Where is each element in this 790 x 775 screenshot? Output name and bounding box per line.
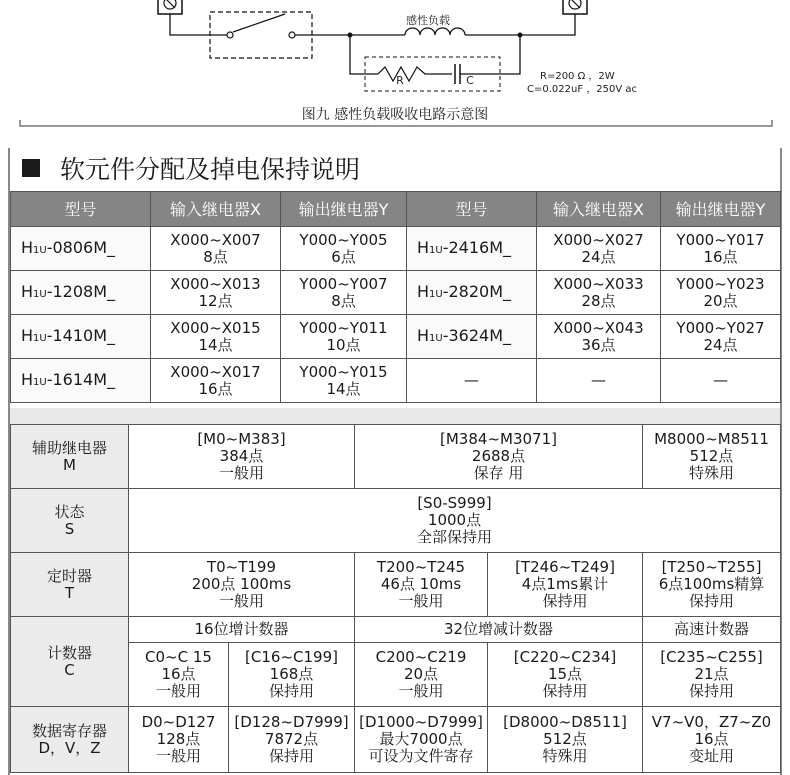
figure-caption: 图九 感性负载吸收电路示意图 [301,107,489,123]
data-index-cell: V7~V0，Z7~Z0 16点 变址用 [643,707,781,773]
table-separator [10,408,780,424]
row-label-data-register: 数据寄存器 D，V，Z [11,707,129,773]
empty-dash-cell: — [537,359,661,403]
counter-c235-cell: [C235~C255] 21点 保持用 [643,643,781,707]
model-cell: H1U-1208M_ [11,271,151,315]
section-title-text: 软元件分配及掉电保持说明 [60,155,361,184]
table-row-state [11,489,781,553]
table-row-data-register [11,707,781,773]
table-row [11,271,781,315]
header-output-relay-2: 输出继电器Y [661,192,781,227]
model-cell: H1U-2416M_ [407,227,537,271]
header-input-relay-2: 输入继电器X [537,192,661,227]
counter-group-highspeed: 高速计数器 [643,617,781,643]
counter-group-32bit: 32位增减计数器 [355,617,643,643]
capacitor-label: C [466,74,474,87]
timer-precise-cell: [T250~T255] 6点100ms精算 保持用 [643,553,781,617]
counter-c200-cell: C200~C219 20点 一般用 [355,643,488,707]
data-d128-cell: [D128~D7999] 7872点 保持用 [229,707,355,773]
empty-dash-cell: — [661,359,781,403]
output-cell: Y000~Y005 6点 [281,227,407,271]
caption-underline [18,118,774,130]
row-label-aux-relay: 辅助继电器 M [11,425,129,489]
inductive-load-circuit-diagram [0,0,790,132]
model-cell: H1U-3624M_ [407,315,537,359]
row-label-timer: 定时器 T [11,553,129,617]
inductor-coil [405,28,465,35]
model-cell: H1U-0806M_ [11,227,151,271]
input-cell: X000~X017 16点 [151,359,281,403]
counter-group-16bit: 16位增计数器 [129,617,355,643]
counter-c0-cell: C0~C 15 16点 一般用 [129,643,229,707]
input-cell: X000~X013 12点 [151,271,281,315]
table-row-aux-relay [11,425,781,489]
output-cell: Y000~Y007 8点 [281,271,407,315]
counter-c16-cell: [C16~C199] 168点 保持用 [229,643,355,707]
io-allocation-table [10,191,781,403]
model-cell: H1U-1410M_ [11,315,151,359]
output-cell: Y000~Y023 20点 [661,271,781,315]
timer-1ms-cell: [T246~T249] 4点1ms累计 保持用 [488,553,643,617]
header-output-relay: 输出继电器Y [281,192,407,227]
resistor-label: R [396,74,404,87]
output-cell: Y000~Y015 14点 [281,359,407,403]
header-model: 型号 [11,192,151,227]
header-model-2: 型号 [407,192,537,227]
state-cell: [S0-S999] 1000点 全部保持用 [129,489,781,553]
timer-10ms-cell: T200~T245 46点 10ms 一般用 [355,553,488,617]
device-allocation-table [10,424,781,773]
output-cell: Y000~Y011 10点 [281,315,407,359]
table-row [11,227,781,271]
data-d8000-cell: [D8000~D8511] 512点 特殊用 [488,707,643,773]
right-terminal [563,0,587,14]
table-row [11,359,781,403]
input-cell: X000~X015 14点 [151,315,281,359]
table-row [11,315,781,359]
input-cell: X000~X043 36点 [537,315,661,359]
input-cell: X000~X027 24点 [537,227,661,271]
aux-special-cell: M8000~M8511 512点 特殊用 [643,425,781,489]
aux-general-cell: [M0~M383] 384点 一般用 [129,425,355,489]
model-cell: H1U-2820M_ [407,271,537,315]
circuit-svg [0,0,790,104]
left-terminal [158,0,182,14]
timer-100ms-cell: T0~T199 200点 100ms 一般用 [129,553,355,617]
resistor [378,67,452,81]
counter-c220-cell: [C220~C234] 15点 保持用 [488,643,643,707]
data-d1000-cell: [D1000~D7999] 最大7000点 可设为文件寄存 [355,707,488,773]
capacitor-spec: C=0.022uF ，250V ac [527,84,637,95]
table-row-timer [11,553,781,617]
output-cell: Y000~Y017 16点 [661,227,781,271]
row-label-state: 状态 S [11,489,129,553]
section-title [22,150,360,186]
output-cell: Y000~Y027 24点 [661,315,781,359]
table-header-row [11,192,781,227]
resistor-spec: R=200 Ω ，2W [540,71,615,82]
model-cell: H1U-1614M_ [11,359,151,403]
aux-retentive-cell: [M384~M3071] 2688点 保存 用 [355,425,643,489]
input-cell: X000~X033 28点 [537,271,661,315]
header-input-relay: 输入继电器X [151,192,281,227]
load-label: 感性负载 [406,14,450,27]
table-row-counter-groups [11,617,781,643]
data-d0-cell: D0~D127 128点 一般用 [129,707,229,773]
title-square-icon [22,159,40,177]
empty-dash-cell: — [407,359,537,403]
input-cell: X000~X007 8点 [151,227,281,271]
row-label-counter: 计数器 C [11,617,129,707]
